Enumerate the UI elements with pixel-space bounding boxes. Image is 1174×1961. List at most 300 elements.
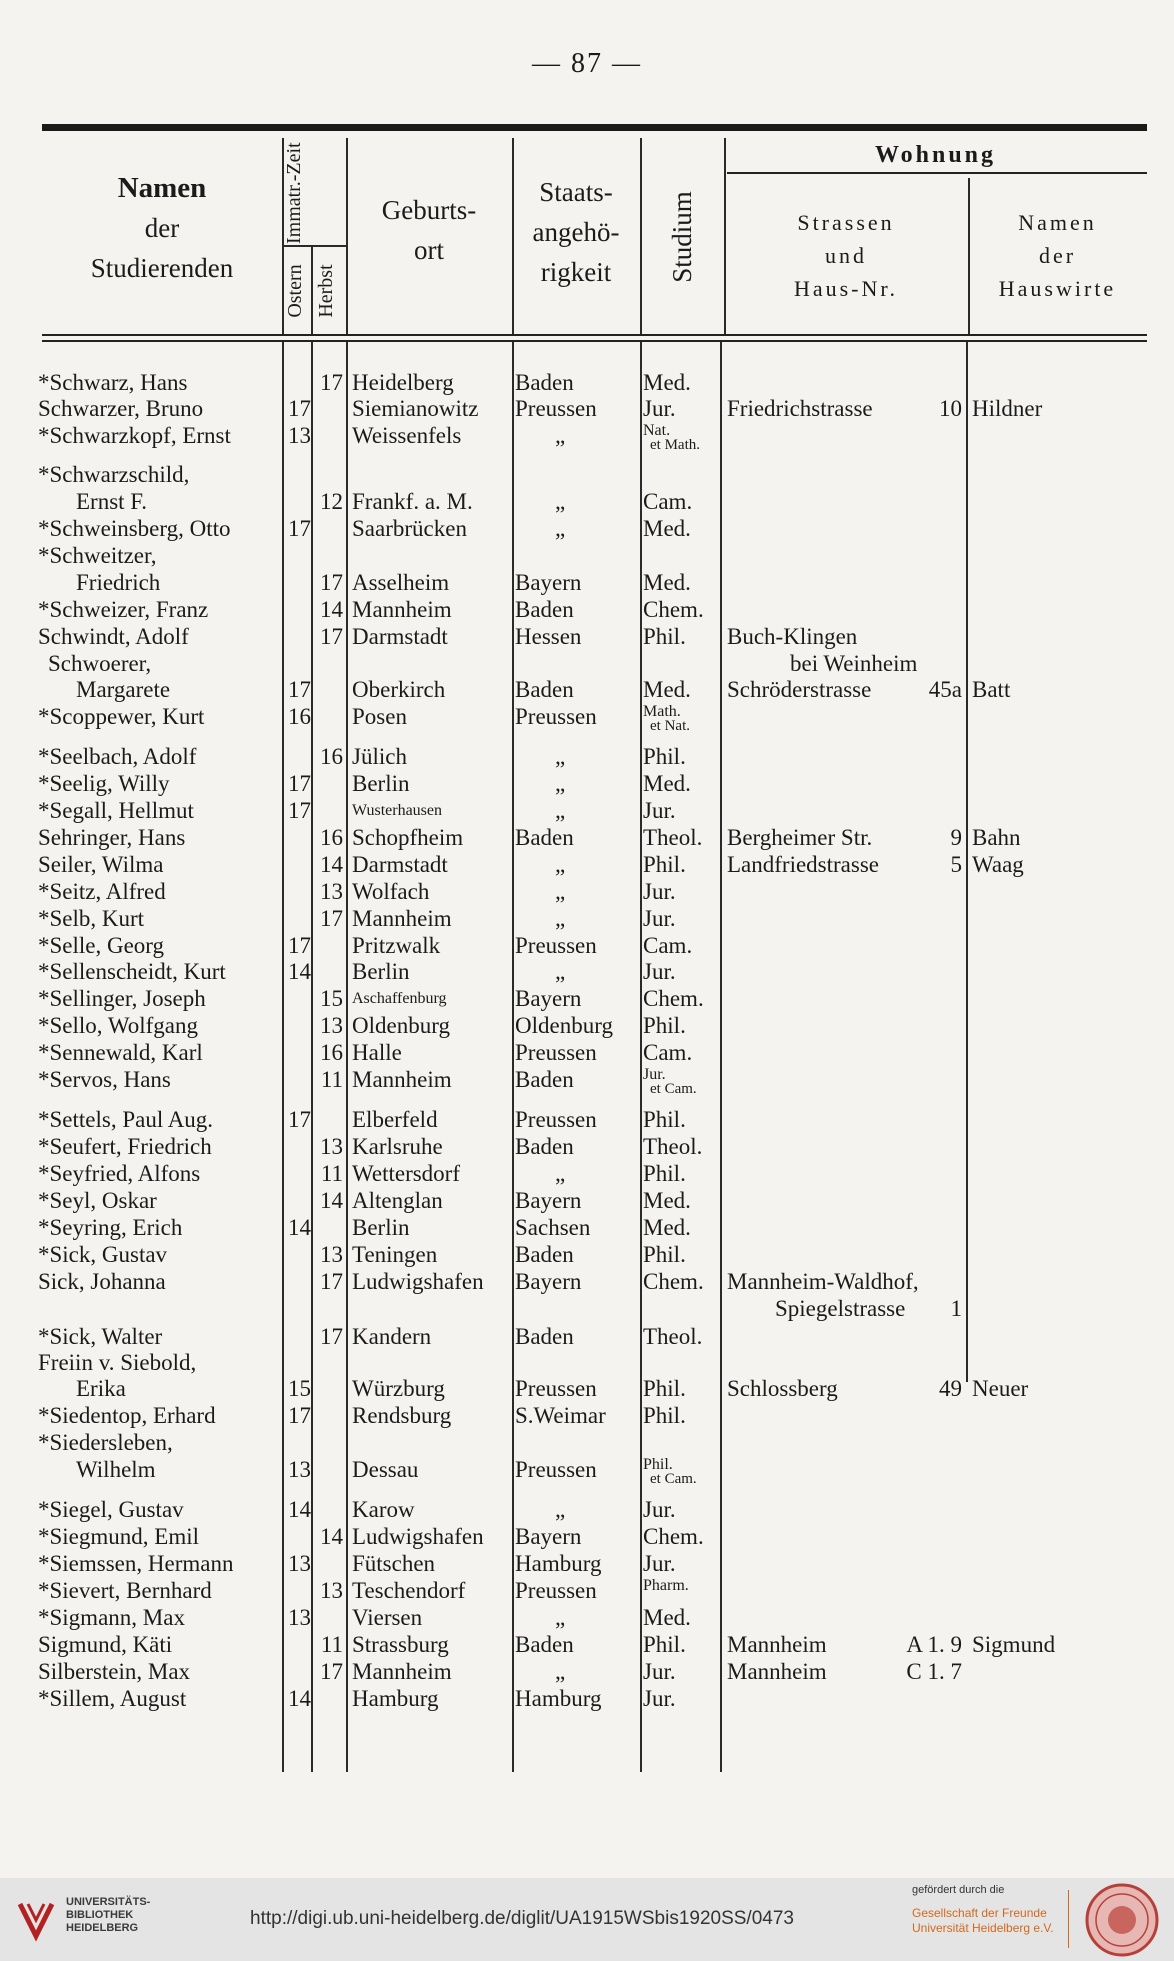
table-row	[0, 1685, 1174, 1712]
table-row	[0, 1214, 1174, 1241]
staatsangehoerigkeit: Hamburg	[515, 1551, 602, 1576]
immatr-herbst: 13	[320, 1578, 343, 1603]
hausnummer: C 1. 7	[906, 1659, 962, 1684]
student-name: *Seitz, Alfred	[38, 879, 166, 904]
table-row	[0, 569, 1174, 596]
student-name: *Siegel, Gustav	[38, 1497, 184, 1522]
header-staatsangehoerigkeit: Staats- angehö- rigkeit	[532, 177, 620, 287]
geburtsort: Fütschen	[352, 1551, 436, 1576]
table-row	[0, 985, 1174, 1012]
immatr-herbst: 17	[320, 1324, 343, 1349]
immatr-herbst: 17	[320, 1269, 343, 1294]
student-name: Sigmund, Käti	[38, 1632, 173, 1657]
student-name: *Sillem, August	[38, 1686, 187, 1711]
studium: et Nat.	[650, 718, 690, 734]
geburtsort: Karow	[352, 1497, 415, 1522]
studium: Phil.	[643, 1242, 686, 1267]
immatr-ostern: 17	[288, 933, 311, 958]
student-name: *Siedentop, Erhard	[38, 1403, 216, 1428]
student-name: *Seelig, Willy	[38, 771, 170, 796]
immatr-ostern: 14	[288, 1215, 311, 1240]
table-row	[0, 1429, 1174, 1456]
geburtsort: Dessau	[352, 1457, 419, 1482]
strasse: bei Weinheim	[790, 651, 918, 676]
header-studium: Studium	[667, 191, 697, 283]
geburtsort: Darmstadt	[352, 852, 448, 877]
studium: Phil.	[643, 744, 686, 769]
geburtsort: Elberfeld	[352, 1107, 438, 1132]
studium: Phil.	[643, 1456, 673, 1473]
studium: Med.	[643, 570, 691, 595]
immatr-herbst: 14	[320, 597, 343, 622]
header-rule-2	[42, 340, 1147, 342]
immatr-ostern: 17	[288, 771, 311, 796]
table-row	[0, 488, 1174, 515]
table-row	[0, 1375, 1174, 1402]
col-line	[640, 138, 642, 334]
immatr-rule	[282, 245, 346, 247]
table-row	[0, 676, 1174, 703]
immatr-ostern: 13	[288, 423, 311, 448]
table-row	[0, 1604, 1174, 1631]
studium: Med.	[643, 370, 691, 395]
student-name: *Seelbach, Adolf	[38, 744, 197, 769]
studium: Theol.	[643, 1134, 703, 1159]
student-name: *Selle, Georg	[38, 933, 165, 958]
studium: Jur.	[643, 959, 676, 984]
strasse: Bergheimer Str.	[727, 825, 873, 850]
staatsangehoerigkeit: Bayern	[515, 1188, 582, 1213]
geburtsort: Mannheim	[352, 906, 452, 931]
immatr-herbst: 13	[320, 1013, 343, 1038]
student-name: *Sigmann, Max	[38, 1605, 185, 1630]
table-row	[0, 623, 1174, 650]
student-name: *Sick, Gustav	[38, 1242, 168, 1267]
student-name: *Seyring, Erich	[38, 1215, 183, 1240]
table-row	[0, 1523, 1174, 1550]
student-name: *Servos, Hans	[38, 1067, 171, 1092]
table-row	[0, 824, 1174, 851]
studium: Jur.	[643, 1497, 676, 1522]
geburtsort: Rendsburg	[352, 1403, 452, 1428]
immatr-herbst: 13	[320, 1134, 343, 1159]
student-name: *Schweizer, Franz	[38, 597, 209, 622]
sponsor-name: Gesellschaft der Freunde Universität Heidelberg e.V.	[912, 1906, 1054, 1935]
geburtsort: Würzburg	[352, 1376, 445, 1401]
student-name: *Sellinger, Joseph	[38, 986, 206, 1011]
staatsangehoerigkeit: „	[555, 906, 566, 931]
studium: Jur.	[643, 396, 676, 421]
immatr-herbst: 17	[320, 570, 343, 595]
immatr-ostern: 14	[288, 1497, 311, 1522]
student-name: *Siedersleben,	[38, 1430, 173, 1455]
staatsangehoerigkeit: „	[555, 1659, 566, 1684]
staatsangehoerigkeit: Baden	[515, 1067, 574, 1092]
staatsangehoerigkeit: Bayern	[515, 570, 582, 595]
geburtsort: Aschaffenburg	[352, 990, 447, 1007]
staatsangehoerigkeit: Preussen	[515, 1107, 597, 1132]
staatsangehoerigkeit: „	[555, 516, 566, 541]
geburtsort: Oldenburg	[352, 1013, 450, 1038]
table-row	[0, 422, 1174, 453]
studium: Jur.	[643, 798, 676, 823]
staatsangehoerigkeit: Baden	[515, 370, 574, 395]
staatsangehoerigkeit: Hessen	[515, 624, 582, 649]
studium: Phil.	[643, 1376, 686, 1401]
table-row	[0, 851, 1174, 878]
geburtsort: Wusterhausen	[352, 802, 442, 819]
immatr-ostern: 13	[288, 1457, 311, 1482]
table-row	[0, 650, 1174, 677]
hauswirt: Hildner	[972, 396, 1043, 421]
studium: Nat.	[643, 422, 671, 439]
immatr-ostern: 17	[288, 516, 311, 541]
geburtsort: Teschendorf	[352, 1578, 466, 1603]
immatr-herbst: 14	[320, 852, 343, 877]
staatsangehoerigkeit: Preussen	[515, 933, 597, 958]
geburtsort: Karlsruhe	[352, 1134, 443, 1159]
staatsangehoerigkeit: „	[555, 423, 566, 448]
staatsangehoerigkeit: Sachsen	[515, 1215, 591, 1240]
immatr-ostern: 15	[288, 1376, 311, 1401]
header-namen: Namen der Studierenden	[90, 172, 234, 283]
table-row	[0, 1268, 1174, 1295]
immatr-ostern: 17	[288, 396, 311, 421]
studium: Med.	[643, 1215, 691, 1240]
studium: Cam.	[643, 933, 693, 958]
staatsangehoerigkeit: Preussen	[515, 1578, 597, 1603]
immatr-ostern: 13	[288, 1605, 311, 1630]
immatr-herbst: 15	[320, 986, 343, 1011]
staatsangehoerigkeit: Baden	[515, 1134, 574, 1159]
strasse: Mannheim-Waldhof,	[727, 1269, 919, 1294]
student-name: Schwoerer,	[48, 651, 152, 676]
geburtsort: Oberkirch	[352, 677, 446, 702]
geburtsort: Ludwigshafen	[352, 1269, 484, 1294]
geburtsort: Berlin	[352, 959, 410, 984]
top-rule	[42, 124, 1147, 131]
studium: Jur.	[643, 1686, 676, 1711]
student-name: *Seufert, Friedrich	[38, 1134, 212, 1159]
studium: Jur.	[643, 906, 676, 931]
table-row	[0, 878, 1174, 905]
university-seal-icon	[1084, 1882, 1160, 1958]
staatsangehoerigkeit: „	[555, 852, 566, 877]
table-row	[0, 1550, 1174, 1577]
footer-bar	[0, 1878, 1174, 1961]
table-row	[0, 1658, 1174, 1685]
header-herbst: Herbst	[315, 264, 337, 318]
studium: Chem.	[643, 1269, 704, 1294]
staatsangehoerigkeit: „	[555, 771, 566, 796]
student-name: *Seyfried, Alfons	[38, 1161, 201, 1186]
immatr-ostern: 16	[288, 704, 311, 729]
staatsangehoerigkeit: Preussen	[515, 1040, 597, 1065]
student-name: *Seyl, Oskar	[38, 1188, 157, 1213]
geburtsort: Posen	[352, 704, 407, 729]
immatr-herbst: 17	[320, 906, 343, 931]
strasse: Schröderstrasse	[727, 677, 872, 702]
staatsangehoerigkeit: Bayern	[515, 1269, 582, 1294]
student-name: Ernst F.	[76, 489, 147, 514]
geburtsort: Weissenfels	[352, 423, 462, 448]
table-row	[0, 770, 1174, 797]
hausnummer: 1	[950, 1296, 962, 1321]
immatr-herbst: 17	[320, 1659, 343, 1684]
geburtsort: Heidelberg	[352, 370, 454, 395]
staatsangehoerigkeit: Bayern	[515, 1524, 582, 1549]
student-name: *Segall, Hellmut	[38, 798, 194, 823]
table-row	[0, 461, 1174, 488]
immatr-ostern: 17	[288, 1107, 311, 1132]
student-name: Silberstein, Max	[38, 1659, 191, 1684]
staatsangehoerigkeit: „	[555, 1161, 566, 1186]
header-strassen: Strassen und Haus-Nr.	[793, 210, 899, 301]
table-row	[0, 743, 1174, 770]
staatsangehoerigkeit: „	[555, 879, 566, 904]
staatsangehoerigkeit: Baden	[515, 677, 574, 702]
geburtsort: Strassburg	[352, 1632, 449, 1657]
studium: Med.	[643, 771, 691, 796]
studium: Phil.	[643, 852, 686, 877]
table-row	[0, 1631, 1174, 1658]
studium: Jur.	[643, 1066, 666, 1083]
geburtsort: Berlin	[352, 1215, 410, 1240]
student-name: *Siemssen, Hermann	[38, 1551, 234, 1576]
staatsangehoerigkeit: Bayern	[515, 986, 582, 1011]
student-name: *Schwarzschild,	[38, 462, 190, 487]
table-row	[0, 1039, 1174, 1066]
geburtsort: Saarbrücken	[352, 516, 467, 541]
staatsangehoerigkeit: Oldenburg	[515, 1013, 613, 1038]
geburtsort: Altenglan	[352, 1188, 443, 1213]
strasse: Buch-Klingen	[727, 624, 858, 649]
geburtsort: Pritzwalk	[352, 933, 441, 958]
table-row	[0, 1323, 1174, 1350]
student-name: Wilhelm	[76, 1457, 156, 1482]
immatr-herbst: 13	[320, 879, 343, 904]
studium: Pharm.	[643, 1577, 689, 1594]
hausnummer: A 1. 9	[906, 1632, 962, 1657]
table-row	[0, 369, 1174, 396]
immatr-herbst: 17	[320, 370, 343, 395]
student-name: Schwarzer, Bruno	[38, 396, 204, 421]
studium: Med.	[643, 1605, 691, 1630]
geburtsort: Siemianowitz	[352, 396, 479, 421]
student-name: Seiler, Wilma	[38, 852, 164, 877]
immatr-ostern: 17	[288, 798, 311, 823]
geburtsort: Hamburg	[352, 1686, 439, 1711]
hauswirt: Neuer	[972, 1376, 1029, 1401]
student-name: Sehringer, Hans	[38, 825, 186, 850]
table-row	[0, 932, 1174, 959]
immatr-herbst: 17	[320, 624, 343, 649]
table-row	[0, 797, 1174, 824]
staatsangehoerigkeit: Preussen	[515, 1457, 597, 1482]
staatsangehoerigkeit: Baden	[515, 597, 574, 622]
studium: Med.	[643, 1188, 691, 1213]
table-row	[0, 542, 1174, 569]
hausnummer: 9	[950, 825, 962, 850]
hauswirt: Batt	[972, 677, 1011, 702]
table-row	[0, 1241, 1174, 1268]
col-line	[311, 245, 313, 334]
header-rule-1	[42, 334, 1147, 336]
student-name: *Schweinsberg, Otto	[38, 516, 231, 541]
immatr-herbst: 12	[320, 489, 343, 514]
geburtsort: Halle	[352, 1040, 402, 1065]
header-wohnung: Wohnung	[874, 142, 997, 168]
student-name: *Selb, Kurt	[38, 906, 145, 931]
student-name: Erika	[76, 1376, 126, 1401]
table-row	[0, 1349, 1174, 1376]
staatsangehoerigkeit: Hamburg	[515, 1686, 602, 1711]
staatsangehoerigkeit: „	[555, 489, 566, 514]
geburtsort: Mannheim	[352, 1659, 452, 1684]
immatr-herbst: 13	[320, 1242, 343, 1267]
table-row	[0, 1160, 1174, 1187]
staatsangehoerigkeit: „	[555, 744, 566, 769]
geburtsort: Jülich	[352, 744, 407, 769]
student-name: Freiin v. Siebold,	[38, 1350, 197, 1375]
page-url[interactable]: http://digi.ub.uni-heidelberg.de/diglit/UA1915WSbis1920SS/0473	[250, 1908, 794, 1929]
ub-heidelberg-logo-icon	[14, 1898, 58, 1942]
geburtsort: Berlin	[352, 771, 410, 796]
immatr-herbst: 16	[320, 825, 343, 850]
hauswirt: Waag	[972, 852, 1024, 877]
student-name: *Settels, Paul Aug.	[38, 1107, 214, 1132]
studium: Phil.	[643, 1107, 686, 1132]
student-name: *Siegmund, Emil	[38, 1524, 199, 1549]
table-row	[0, 1133, 1174, 1160]
wohnung-rule	[727, 172, 1147, 174]
staatsangehoerigkeit: Preussen	[515, 1376, 597, 1401]
geburtsort: Darmstadt	[352, 624, 448, 649]
supported-by: gefördert durch die	[912, 1884, 1005, 1896]
geburtsort: Wolfach	[352, 879, 430, 904]
header-geburtsort: Geburts- ort	[381, 195, 477, 265]
table-row	[0, 1066, 1174, 1097]
strasse: Spiegelstrasse	[775, 1296, 906, 1321]
geburtsort: Ludwigshafen	[352, 1524, 484, 1549]
staatsangehoerigkeit: „	[555, 959, 566, 984]
header-immatr-zeit: Immatr.-Zeit	[283, 142, 305, 244]
student-name: *Sick, Walter	[38, 1324, 163, 1349]
studium: Jur.	[643, 1551, 676, 1576]
hausnummer: 5	[950, 852, 962, 877]
strasse: Mannheim	[727, 1632, 827, 1657]
student-name: *Schwarzkopf, Ernst	[38, 423, 231, 448]
studium: Phil.	[643, 1632, 686, 1657]
strasse: Friedrichstrasse	[727, 396, 873, 421]
studium: Jur.	[643, 1659, 676, 1684]
table-row	[0, 1577, 1174, 1604]
staatsangehoerigkeit: Baden	[515, 1632, 574, 1657]
table-row	[0, 1012, 1174, 1039]
header-ostern: Ostern	[284, 264, 306, 318]
table-row	[0, 395, 1174, 422]
studium: Phil.	[643, 1161, 686, 1186]
table-row	[0, 1106, 1174, 1133]
hauswirt: Sigmund	[972, 1632, 1056, 1657]
immatr-ostern: 14	[288, 1686, 311, 1711]
studium: et Cam.	[650, 1471, 697, 1487]
studium: Med.	[643, 516, 691, 541]
staatsangehoerigkeit: „	[555, 798, 566, 823]
immatr-ostern: 17	[288, 1403, 311, 1428]
immatr-ostern: 13	[288, 1551, 311, 1576]
footer-divider	[1068, 1890, 1069, 1948]
immatr-herbst: 14	[320, 1524, 343, 1549]
geburtsort: Frankf. a. M.	[352, 489, 473, 514]
studium: Cam.	[643, 1040, 693, 1065]
page-number: — 87 —	[532, 48, 642, 79]
student-name: *Sievert, Bernhard	[38, 1578, 212, 1603]
staatsangehoerigkeit: Preussen	[515, 704, 597, 729]
hausnummer: 49	[939, 1376, 962, 1401]
geburtsort: Asselheim	[352, 570, 450, 595]
table-row	[0, 1456, 1174, 1487]
studium: Phil.	[643, 1013, 686, 1038]
student-name: Margarete	[76, 677, 171, 702]
geburtsort: Schopfheim	[352, 825, 464, 850]
staatsangehoerigkeit: Baden	[515, 825, 574, 850]
student-name: *Sennewald, Karl	[38, 1040, 203, 1065]
immatr-herbst: 16	[320, 1040, 343, 1065]
immatr-ostern: 17	[288, 677, 311, 702]
studium: Cam.	[643, 489, 693, 514]
staatsangehoerigkeit: Preussen	[515, 396, 597, 421]
student-name: *Sello, Wolfgang	[38, 1013, 198, 1038]
staatsangehoerigkeit: Baden	[515, 1324, 574, 1349]
student-name: *Sellenscheidt, Kurt	[38, 959, 226, 984]
studium: Phil.	[643, 624, 686, 649]
table-row	[0, 1295, 1174, 1322]
geburtsort: Wettersdorf	[352, 1161, 460, 1186]
table-row	[0, 1496, 1174, 1523]
staatsangehoerigkeit: „	[555, 1605, 566, 1630]
table-row	[0, 515, 1174, 542]
staatsangehoerigkeit: Baden	[515, 1242, 574, 1267]
immatr-herbst: 16	[320, 744, 343, 769]
studium: Phil.	[643, 1403, 686, 1428]
hausnummer: 10	[939, 396, 962, 421]
studium: Chem.	[643, 986, 704, 1011]
geburtsort: Teningen	[352, 1242, 438, 1267]
studium: et Math.	[650, 437, 700, 453]
staatsangehoerigkeit: S.Weimar	[515, 1403, 606, 1428]
immatr-ostern: 14	[288, 959, 311, 984]
header-hauswirte: Namen der Hauswirte	[998, 210, 1117, 301]
student-name: *Scoppewer, Kurt	[38, 704, 205, 729]
immatr-herbst: 11	[320, 1067, 343, 1092]
hauswirt: Bahn	[972, 825, 1021, 850]
strasse: Schlossberg	[727, 1376, 838, 1401]
table-row	[0, 905, 1174, 932]
geburtsort: Viersen	[352, 1605, 423, 1630]
table-row	[0, 703, 1174, 734]
studium: Theol.	[643, 825, 703, 850]
table-row	[0, 1187, 1174, 1214]
hausnummer: 45a	[928, 677, 962, 702]
library-name: UNIVERSITÄTS- BIBLIOTHEK HEIDELBERG	[66, 1896, 151, 1934]
student-name: *Schwarz, Hans	[38, 370, 188, 395]
staatsangehoerigkeit: „	[555, 1497, 566, 1522]
geburtsort: Kandern	[352, 1324, 432, 1349]
table-row	[0, 958, 1174, 985]
studium: Med.	[643, 677, 691, 702]
studium: Theol.	[643, 1324, 703, 1349]
